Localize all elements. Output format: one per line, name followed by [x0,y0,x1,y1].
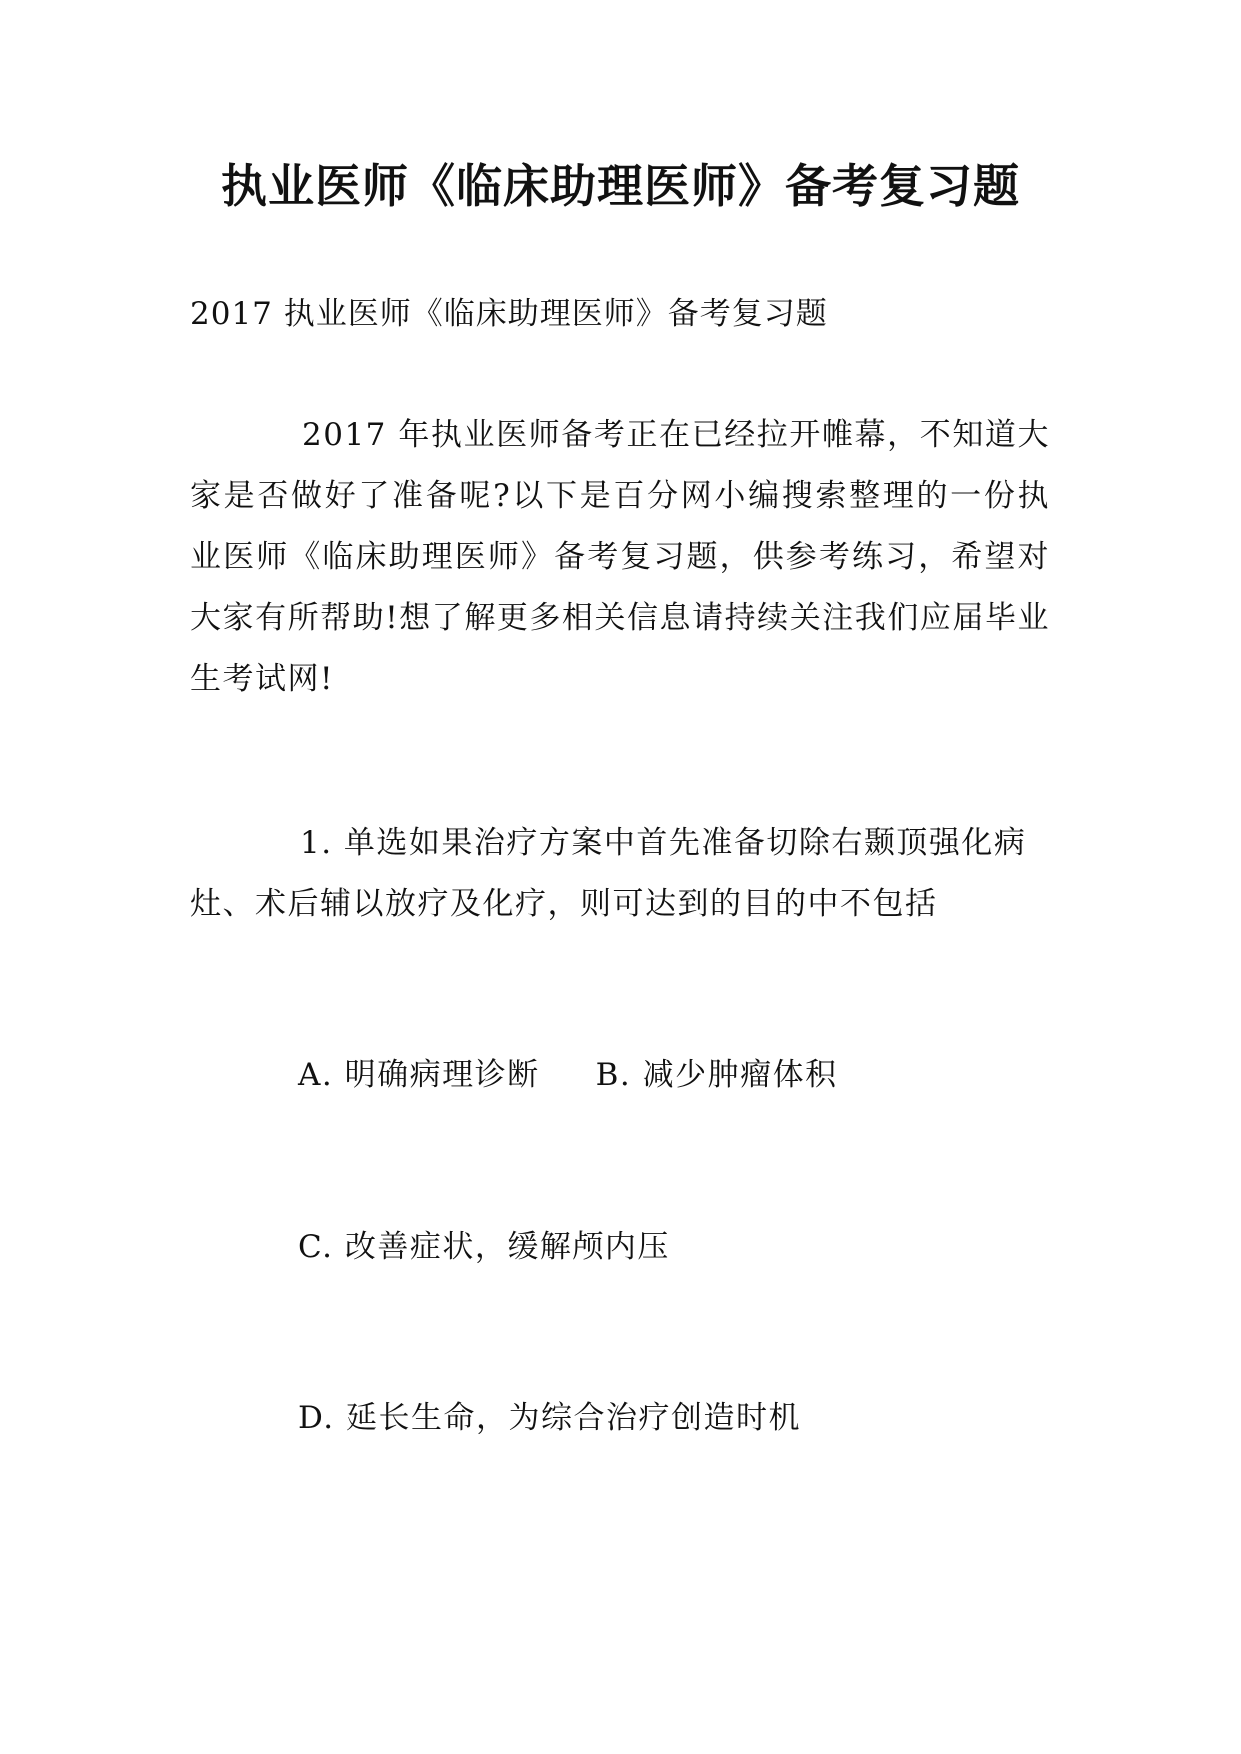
option-d: D. 延长生命，为综合治疗创造时机 [298,1400,801,1436]
question-1-text: 1. 单选如果治疗方案中首先准备切除右颞顶强化病灶、术后辅以放疗及化疗，则可达到的目的中不包括 [190,825,1027,922]
document-subtitle: 2017 执业医师《临床助理医师》备考复习题 [190,296,828,332]
option-a: A. 明确病理诊断 [298,1057,540,1093]
option-c: C. 改善症状，缓解颅内压 [298,1229,670,1265]
options-row-ab [298,1053,838,1097]
intro-paragraph: 2017 年执业医师备考正在已经拉开帷幕，不知道大家是否做好了准备呢?以下是百分网小编搜索整理的一份执业医师《临床助理医师》备考复习题，供参考练习，希望对大家有所帮助!想了解更多相关信息请持续关注我们应届毕业生考试网! [190,417,1050,697]
option-b: B. 减少肿瘤体积 [595,1057,838,1093]
document-title: 执业医师《临床助理医师》备考复习题 [221,159,1020,213]
